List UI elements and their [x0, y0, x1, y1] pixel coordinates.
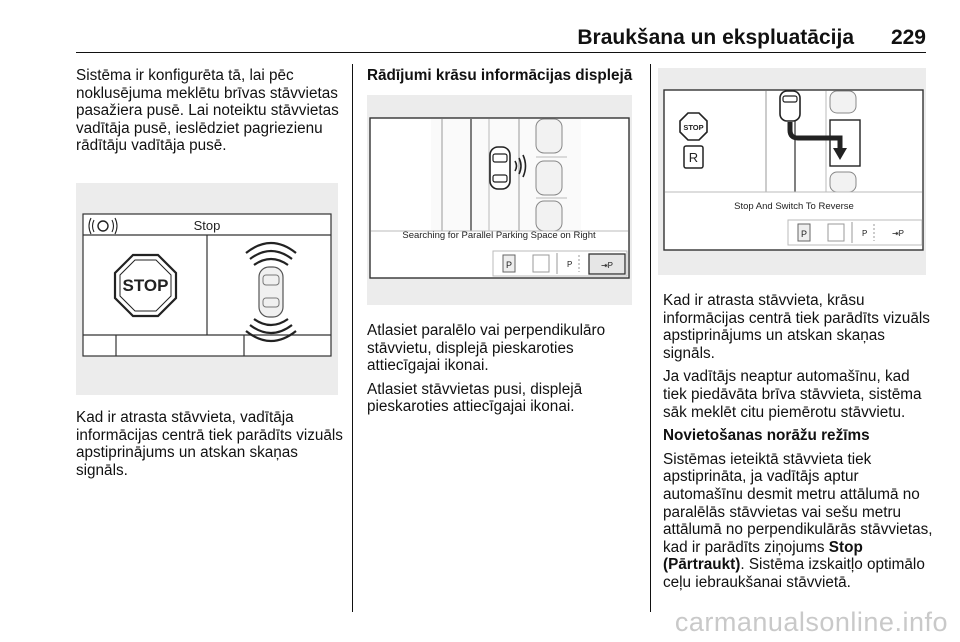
column-divider-1: [352, 64, 353, 612]
figure1-stop-text: STOP: [122, 276, 169, 295]
parking-mode-icons: [493, 251, 627, 276]
column-1-text-top: [76, 67, 344, 161]
col3-paragraph-3-end: . Sistēma izskaitļo optimālo ceļu iebraukšanai stāvvietā.: [663, 556, 925, 591]
col3-paragraph-3-start: Sistēmas ieteiktā stāvvieta tiek apstiprināta, ja vadītājs aptur automašīnu desmit metru attālumā no paralēlās stāvvietas vai sešu metru attālumā no perpendikulārās stāvvietas, kad ir parādīts ziņojums: [663, 450, 933, 556]
col3-paragraph-3-bold: Stop (Pārtraukt): [663, 538, 863, 574]
col3-heading: Novietošanas norāžu režīms: [663, 427, 870, 445]
figure2-caption: Searching for Parallel Parking Space on Right: [402, 230, 596, 241]
col3-paragraph-1: Kad ir atrasta stāvvieta, krāsu informācijas centrā tiek parādīts vizuāls apstiprinājums un atskan skaņas signāls.: [663, 292, 930, 362]
col1-paragraph-1: Sistēma ir konfigurēta tā, lai pēc noklusējuma meklētu brīvas stāvvietas pasažiera pusē. Lai noteiktu stāvvietas vadītāja pusē, ieslēdziet pagriezienu rādītāju vadītāja pusē.: [76, 67, 339, 155]
col1-paragraph-2: Kad ir atrasta stāvvieta, vadītāja informācijas centrā tiek parādīts vizuāls apstiprinājums un atskan skaņas signāls.: [76, 409, 343, 479]
svg-text:P: P: [862, 229, 868, 238]
svg-text:⇥P: ⇥P: [891, 229, 905, 238]
svg-text:P: P: [505, 260, 513, 270]
figure1-bar-title: Stop: [193, 218, 221, 233]
header-rule: [76, 52, 926, 53]
stop-sign-icon: [680, 113, 707, 140]
column-3-text: [663, 292, 933, 598]
parked-cars-icon: [536, 119, 567, 231]
figure3-stop-text: STOP: [683, 123, 704, 132]
col2-paragraph-1: Atlasiet paralēlo vai perpendikulāro stāvvietu, displejā pieskaroties attiecīgajai ikonai.: [367, 322, 606, 375]
stop-sign-icon: [115, 255, 176, 316]
own-car-icon: [780, 91, 800, 121]
watermark: carmanualsonline.info: [674, 607, 948, 637]
reverse-gear-icon: [684, 146, 703, 168]
svg-text:P: P: [567, 260, 573, 269]
col3-paragraph-3: [663, 451, 933, 592]
page-header: [0, 22, 926, 52]
figure-parking-search-display: [367, 95, 632, 305]
page-number: 229: [890, 26, 926, 49]
svg-text:P: P: [800, 229, 808, 239]
col2-heading: Rādījumi krāsu informācijas displejā: [367, 67, 633, 84]
column-divider-2: [650, 64, 651, 612]
figure3-caption: Stop And Switch To Reverse: [734, 201, 854, 212]
col2-paragraph-2: Atlasiet stāvvietas pusi, displejā pieskaroties attiecīgajai ikonai.: [367, 380, 583, 416]
page-title: Braukšana un ekspluatācija: [577, 26, 854, 49]
svg-text:⇥P: ⇥P: [600, 261, 614, 270]
figure-driver-info-center: [76, 183, 338, 395]
figure3-gear-text: R: [688, 150, 699, 165]
parking-mode-icons: [788, 220, 922, 245]
column-2-text: [367, 322, 643, 422]
column-2-heading: [367, 67, 643, 91]
figure-stop-reverse-display: [658, 68, 926, 275]
column-1-text-bottom: [76, 409, 344, 485]
col3-paragraph-2: Ja vadītājs neaptur automašīnu, kad tiek piedāvāta brīva stāvvieta, sistēma sāk meklēt citu piemērotu stāvvietu.: [663, 368, 922, 421]
